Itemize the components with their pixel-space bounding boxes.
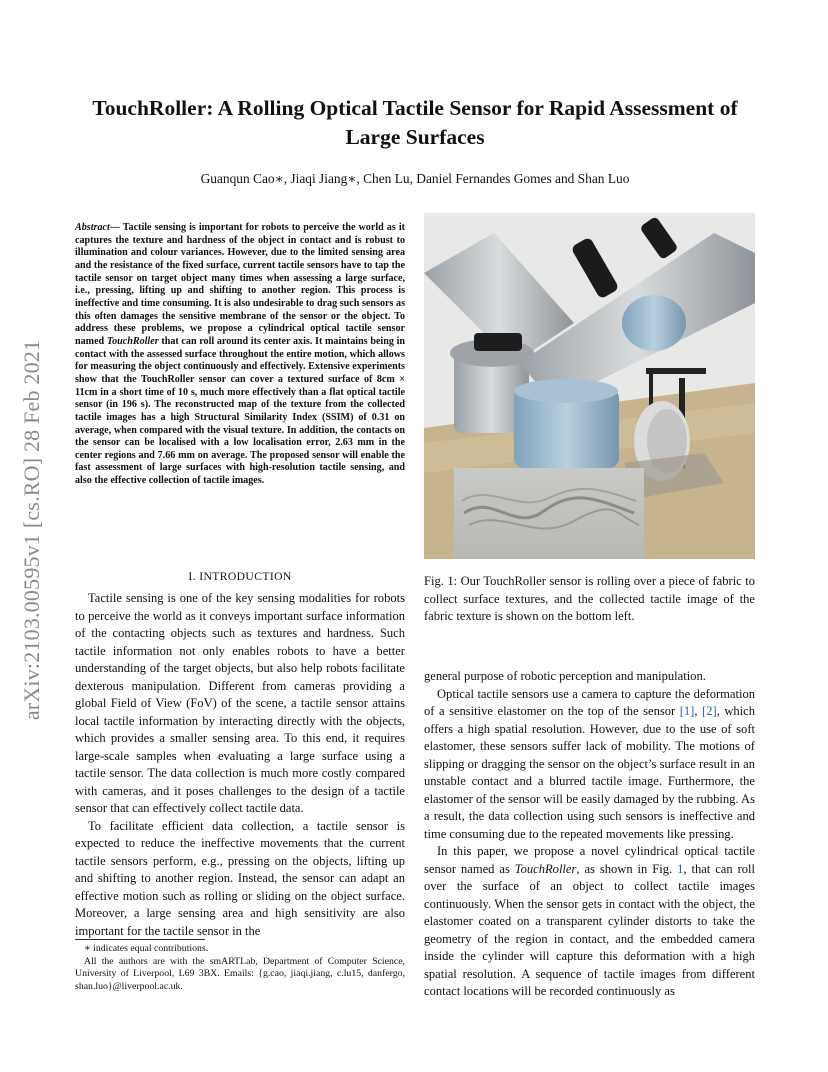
- section-heading: I. INTRODUCTION: [188, 570, 292, 583]
- citation-1-link[interactable]: [1]: [679, 704, 695, 718]
- paper-title: TouchRoller: A Rolling Optical Tactile Sensor for Rapid Assessment of Large Surfaces: [92, 96, 738, 149]
- paragraph-4-text-c: , which offers a high spatial resolution. However, due to the use of soft elastomer, these sensors suffer lack of mobility. The motions of slipping or dragging the sensor on the object’s surface result in an unstable contact and a blurred tactile image. Furthermore, the elastomer of the sensor will be easily damaged by the rubbing. As a result, the data collection using such sensors is ineffective and time consuming due to the repeated movements like pressing.: [424, 704, 755, 841]
- abstract-text-2: that can roll around its center axis. It maintains being in contact with the assessed surface throughout the entire motion, which allows for measuring the object continuously and effectively. Extensive experiments show that the TouchRoller sensor can cover a textured surface of 8cm × 11cm in a short time of 10 s, much more effectively than a flat optical tactile sensor (in 196 s). The reconstructed map of the texture from the collected tactile images has a high Structural Similarity Index (SSIM) of 0.31 on average, when compared with the visual texture. In addition, the contacts on the sensor can be localised with a low localisation error, 2.63 mm in the center regions and 7.66 mm on average. The proposed sensor will enable the fast assessment of large surfaces with high-resolution tactile sensing, and also the effective collection of tactile images.: [75, 335, 405, 487]
- intro-paragraph-5: [424, 843, 755, 1001]
- arxiv-identifier-text: arXiv:2103.00595v1 [cs.RO] 28 Feb 2021: [19, 339, 44, 721]
- figure-1-caption: Fig. 1: Our TouchRoller sensor is rolling over a piece of fabric to collect surface textures, and the collected tactile image of the fabric texture is shown on the bottom left.: [424, 574, 755, 623]
- intro-paragraph-1: Tactile sensing is one of the key sensing modalities for robots to perceive the world as it conveys important surface information of the contacting objects such as textures and hardness. Such tactile information not only enables robots to have a better understanding of the target objects, but also help robots facilitate dexterous manipulation. Different from cameras providing a global Field of View (FoV) of the scene, a tactile sensor attains local tactile information by interacting directly with the objects, which provides a smaller sensing area. To this end, it requires large-scale samples when evaluating a large surface using a tactile sensor. The data collection is much more costly compared with cameras, and it poses challenges to the design of a tactile sensor that can effectively collect tactile data.: [75, 591, 405, 815]
- footnote-equal-contribution: ∗ indicates equal contributions.: [84, 943, 209, 954]
- robot-sensor-illustration: [424, 213, 755, 559]
- arxiv-identifier: [12, 300, 52, 760]
- paragraph-4-text-b: ,: [694, 704, 703, 718]
- paragraph-5-text-b: , as shown in Fig.: [576, 861, 678, 876]
- figure-1-photo: [424, 213, 755, 559]
- intro-right-column: [424, 668, 755, 1001]
- author-list: Guanqun Cao∗, Jiaqi Jiang∗, Chen Lu, Daniel Fernandes Gomes and Shan Luo: [200, 171, 630, 186]
- paragraph-5-text-a: In this paper, we propose a novel cylindrical optical tactile sensor named as: [424, 844, 755, 876]
- intro-left-column: [75, 590, 405, 940]
- paragraph-5-text-c: , that can roll over the surface of an object to collect tactile images continuously. When the sensor gets in contact with the object, the elastomer coated on a transparent cylinder distorts to take the geometry of the region in contact, and the embedded camera inside the cylinder will capture this deformation with a high spatial resolution. A sequence of tactile images from different contact locations will be recorded continuously as: [424, 861, 755, 998]
- intro-paragraph-2: To facilitate efficient data collection, a tactile sensor is expected to reduce the ineffective movements that the current tactile sensors perform, e.g., pressing on the objects, lifting up and shifting to another region. Instead, the sensor can adapt an effective motion such as rolling or sliding on the object surface. Moreover, a large sensing area and high sensitivity are also important for the tactile sensor in the: [75, 818, 405, 938]
- intro-paragraph-4: [424, 686, 755, 844]
- footnote-affiliation: All the authors are with the smARTLab, Department of Computer Science, University of Liverpool, L69 3BX. Emails: {g.cao, jiaqi.jiang, c.lu15, danfergo, shan.luo}@liverpool.ac.uk.: [75, 955, 405, 992]
- footnote-divider: [75, 939, 205, 940]
- abstract: [75, 222, 405, 488]
- abstract-text-1: Tactile sensing is important for robots to perceive the world as it captures the texture and hardness of the object in contact and is robust to illumination and colour variances. However, due to the limited sensing area and the resistance of the fixed surface, current tactile sensors have to tap the tactile sensor on target object many times when assessing a large surface, i.e., pressing, lifting up and shifting to another region. This process is ineffective and time consuming. It is also undesirable to drag such sensors as this often damages the sensitive membrane of the sensor or the object. To address these problems, we propose a cylindrical optical tactile sensor named: [75, 222, 405, 347]
- footnotes: [75, 943, 405, 993]
- paragraph-5-sensor-name: TouchRoller: [514, 861, 577, 876]
- abstract-lead: Abstract—: [75, 222, 120, 233]
- citation-2-link[interactable]: [2]: [702, 704, 717, 718]
- abstract-sensor-name: TouchRoller: [106, 335, 159, 347]
- paragraph-4-text-a: Optical tactile sensors use a camera to capture the deformation of a sensitive elastomer on the top of the sensor: [424, 686, 755, 718]
- intro-paragraph-3: general purpose of robotic perception and manipulation.: [424, 669, 706, 683]
- figure-1-link[interactable]: 1: [677, 861, 684, 876]
